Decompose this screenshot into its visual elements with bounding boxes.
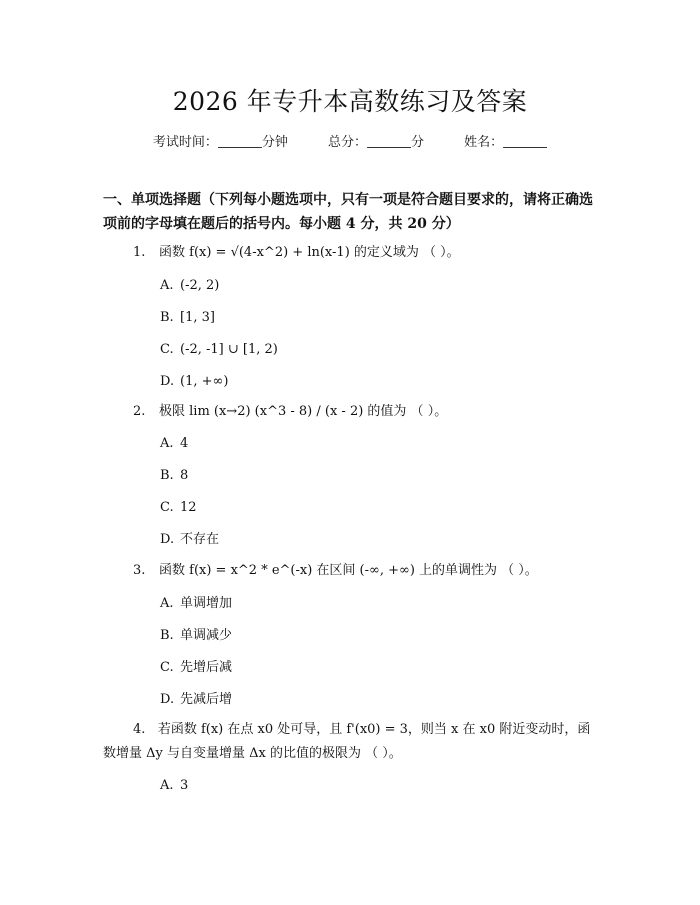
question-text: 极限 lim (x→2) (x^3 - 8) / (x - 2) 的值为 （ ）。 — [159, 404, 448, 419]
option-3a — [160, 594, 600, 614]
option-letter: A. — [160, 778, 174, 793]
option-letter: A. — [160, 436, 174, 451]
option-letter: B. — [160, 628, 174, 643]
option-2c — [160, 498, 600, 518]
page-title: 2026 年专升本高数练习及答案 — [172, 87, 528, 116]
question-2 — [133, 400, 603, 424]
option-text: (1, +∞) — [180, 374, 229, 389]
option-text: 8 — [180, 468, 189, 483]
option-letter: A. — [160, 596, 174, 611]
option-text: 4 — [180, 436, 189, 451]
section-heading: 一、单项选择题（下列每小题选项中，只有一项是符合题目要求的，请将正确选项前的字母填在题后的括号内。每小题 4 分，共 20 分） — [103, 192, 593, 232]
question-text: 若函数 f(x) 在点 x0 处可导，且 f'(x0) = 3，则当 x 在 x0 附近变动时，函数增量 Δy 与自变量增量 Δx 的比值的极限为 （ ）。 — [103, 722, 591, 761]
option-text: 单调增加 — [180, 596, 233, 611]
question-4 — [103, 718, 603, 766]
score-field — [328, 135, 424, 150]
question-number: 1. — [133, 245, 146, 260]
option-letter: D. — [160, 374, 175, 389]
time-blank — [218, 135, 262, 148]
option-text: 先减后增 — [180, 692, 233, 707]
option-text: 单调减少 — [180, 628, 233, 643]
option-2a — [160, 434, 600, 454]
score-unit: 分 — [411, 135, 425, 150]
option-letter: D. — [160, 692, 175, 707]
question-number: 3. — [133, 563, 146, 578]
option-text: 不存在 — [180, 532, 220, 547]
option-letter: D. — [160, 532, 175, 547]
option-text: 12 — [180, 500, 197, 515]
option-2b — [160, 466, 600, 486]
option-letter: C. — [160, 500, 174, 515]
option-text: 先增后减 — [180, 660, 233, 675]
option-letter: C. — [160, 660, 174, 675]
score-label: 总分： — [327, 135, 367, 150]
question-number: 2. — [133, 404, 146, 419]
option-letter: C. — [160, 342, 174, 357]
question-text: 函数 f(x) = √(4-x^2) + ln(x-1) 的定义域为 （ ）。 — [159, 245, 460, 260]
time-field — [153, 135, 288, 150]
option-1d — [160, 372, 600, 392]
option-text: 3 — [180, 778, 189, 793]
name-blank — [503, 135, 547, 148]
time-unit: 分钟 — [261, 135, 288, 150]
option-1b — [160, 308, 600, 328]
score-blank — [367, 135, 411, 148]
option-text: (-2, -1] ∪ [1, 2) — [180, 342, 278, 357]
option-text: [1, 3] — [180, 310, 215, 325]
name-field — [464, 135, 547, 150]
question-text: 函数 f(x) = x^2 * e^(-x) 在区间 (-∞, +∞) 上的单调性为 （ ）。 — [159, 563, 538, 578]
exam-meta — [0, 131, 700, 150]
option-letter: B. — [160, 310, 174, 325]
option-4a — [160, 776, 600, 796]
question-number: 4. — [133, 722, 146, 737]
option-3d — [160, 690, 600, 710]
option-letter: B. — [160, 468, 174, 483]
option-2d — [160, 530, 600, 550]
question-1 — [133, 241, 603, 265]
question-3 — [133, 559, 603, 583]
option-1a — [160, 276, 600, 296]
time-label: 考试时间： — [152, 135, 218, 150]
option-1c — [160, 340, 600, 360]
option-3c — [160, 658, 600, 678]
option-3b — [160, 626, 600, 646]
option-letter: A. — [160, 278, 174, 293]
name-label: 姓名： — [464, 135, 504, 150]
option-text: (-2, 2) — [180, 278, 220, 293]
